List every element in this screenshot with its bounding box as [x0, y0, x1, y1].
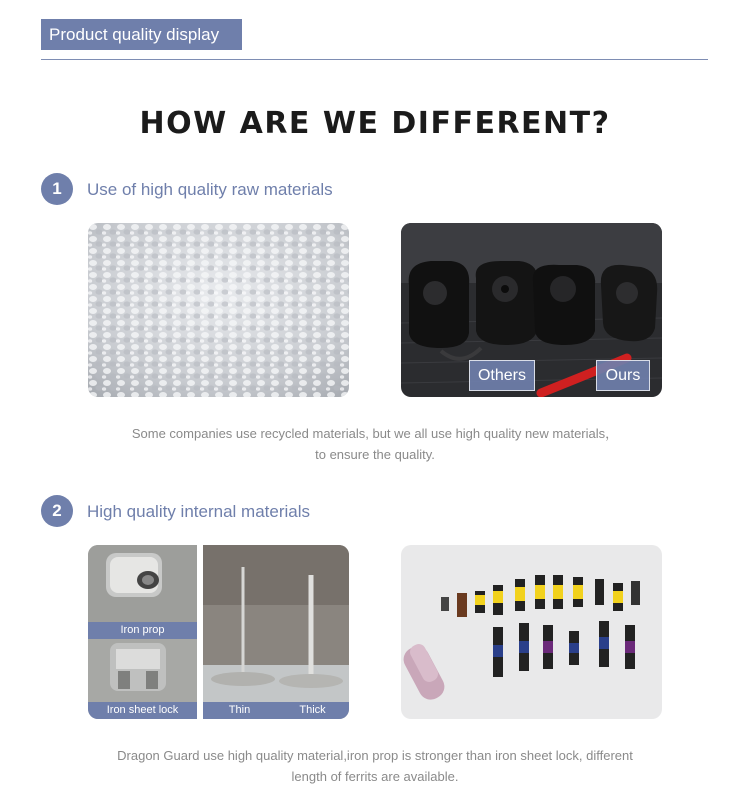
pins-thin-thick-photo	[203, 545, 349, 719]
section-1-caption	[0, 423, 750, 465]
section-2-caption-line2: length of ferrits are available.	[291, 769, 459, 784]
ferrites-photo	[401, 545, 662, 719]
security-tags-comparison-photo	[401, 223, 662, 397]
iron-parts-photo	[88, 545, 197, 719]
page-title: HOW ARE WE DIFFERENT?	[139, 106, 611, 141]
iron-sheet-lock-label: Iron sheet lock	[88, 702, 197, 719]
step-1-badge: 1	[41, 173, 73, 205]
section-header-tag: Product quality display	[41, 19, 242, 50]
ours-label: Ours	[596, 360, 650, 391]
section-1-caption-line1: Some companies use recycled materials, but we all use high quality new materials，	[131, 426, 619, 441]
step-2-badge: 2	[41, 495, 73, 527]
section-2-caption-line1: Dragon Guard use high quality material,iron prop is stronger than iron sheet lock, different	[117, 748, 633, 763]
iron-prop-label: Iron prop	[88, 622, 197, 639]
section-2-heading: High quality internal materials	[87, 502, 310, 521]
section-1-caption-line2: to ensure the quality.	[315, 447, 435, 462]
thin-label: Thin	[203, 702, 276, 719]
others-label: Others	[469, 360, 535, 391]
thick-label: Thick	[276, 702, 349, 719]
plastic-pellets-photo	[88, 223, 349, 397]
header-divider	[41, 59, 708, 60]
section-2-caption	[0, 745, 750, 787]
section-1-heading: Use of high quality raw materials	[87, 180, 333, 199]
